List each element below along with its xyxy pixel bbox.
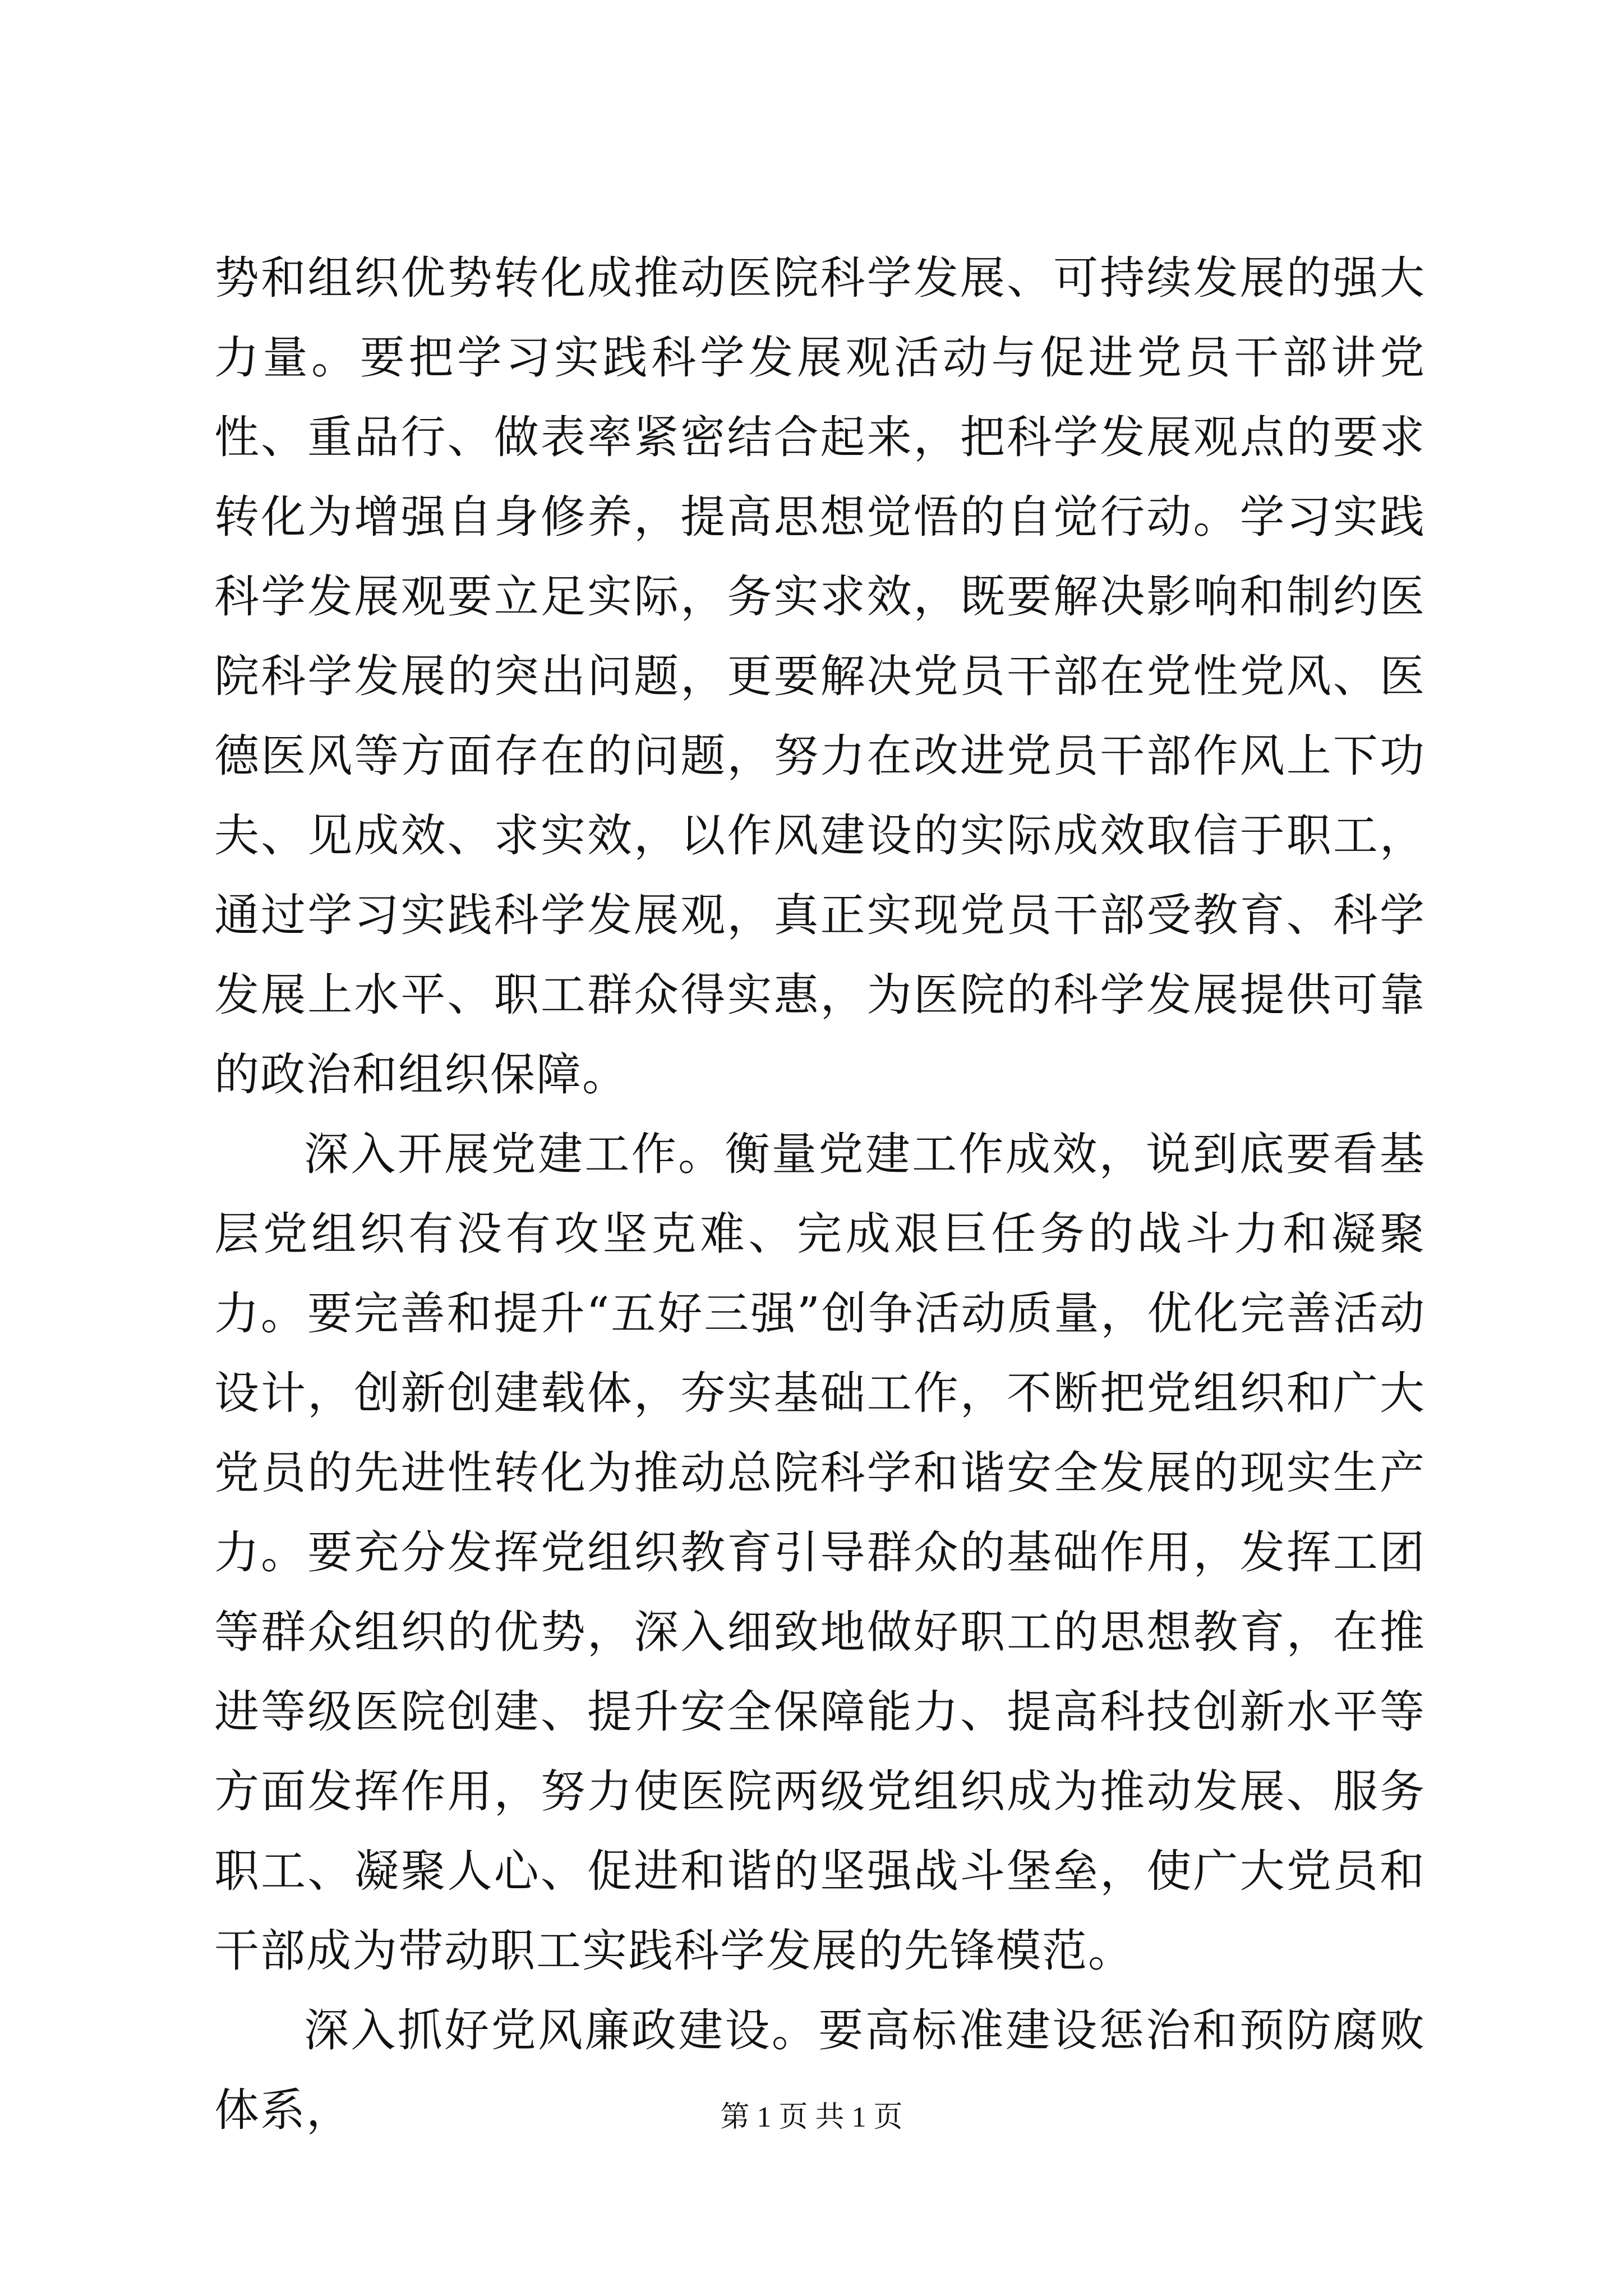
- paragraph-1: 势和组织优势转化成推动医院科学发展、可持续发展的强大力量。要把学习实践科学发展观活动与促进党员干部讲党性、重品行、做表率紧密结合起来，把科学发展观点的要求转化为增强自身修养，提高思想觉悟的自觉行动。学习实践科学发展观要立足实际，务实求效，既要解决影响和制约医院科学发展的突出问题，更要解决党员干部在党性党风、医德医风等方面存在的问题，努力在改进党员干部作风上下功夫、见成效、求实效，以作风建设的实际成效取信于职工，通过学习实践科学发展观，真正实现党员干部受教育、科学发展上水平、职工群众得实惠，为医院的科学发展提供可靠的政治和组织保障。: [214, 252, 1426, 1101]
- paragraph-3: 深入抓好党风廉政建设。要高标准建设惩治和预防腐败体系，: [214, 2004, 1426, 2136]
- paragraph-2: 深入开展党建工作。衡量党建工作成效，说到底要看基层党组织有没有攻坚克难、完成艰巨任务的战斗力和凝聚力。要完善和提升“五好三强”创争活动质量，优化完善活动设计，创新创建载体，夯实基础工作，不断把党组织和广大党员的先进性转化为推动总院科学和谐安全发展的现实生产力。要充分发挥党组织教育引导群众的基础作用，发挥工团等群众组织的优势，深入细致地做好职工的思想教育，在推进等级医院创建、提升安全保障能力、提高科技创新水平等方面发挥作用，努力使医院两级党组织成为推动发展、服务职工、凝聚人心、促进和谐的坚强战斗堡垒，使广大党员和干部成为带动职工实践科学发展的先锋模范。: [214, 1128, 1426, 1977]
- page-footer: 第 1 页 共 1 页: [720, 2101, 903, 2133]
- document-body: [214, 238, 1426, 2150]
